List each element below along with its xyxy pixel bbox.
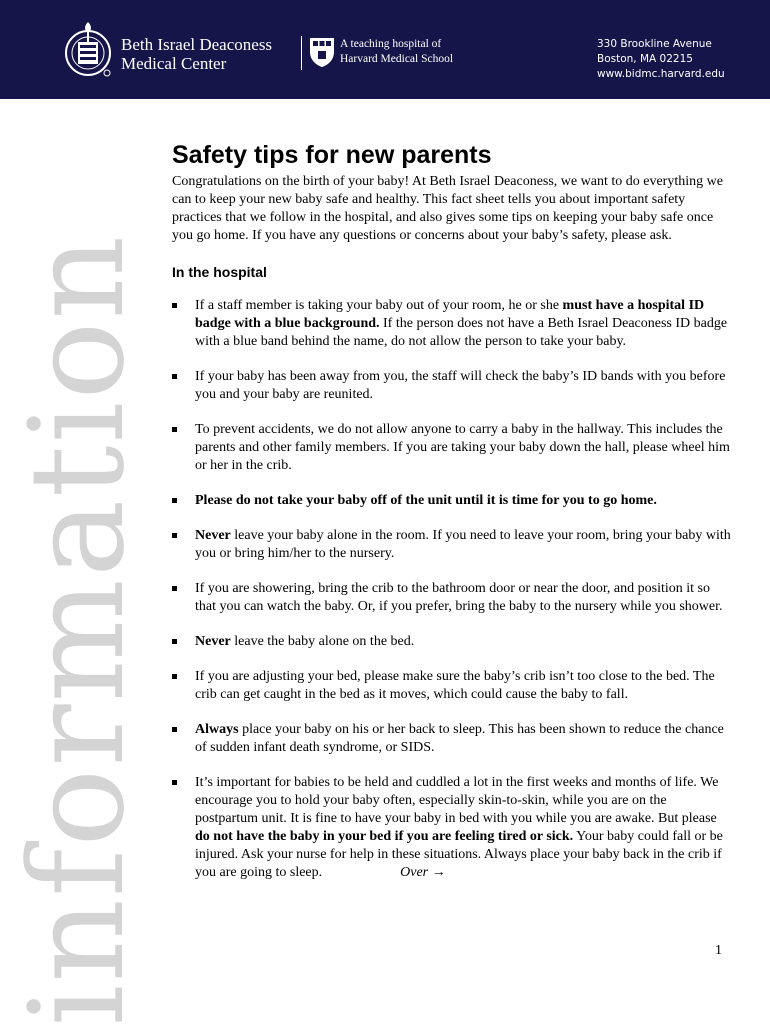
tip-text: It’s important for babies to be held and cuddled a lot in the first weeks and months of life. We encourage you to hold your baby often, especially skin-to-skin, while you are on the postpartum unit. It is fine to have your baby in bed with you while you are awake. But please: [195, 775, 719, 826]
page-number: 1: [715, 943, 722, 958]
document-title: Safety tips for new parents: [172, 141, 492, 169]
address-street: 330 Brookline Avenue: [597, 38, 712, 50]
list-item: [172, 668, 732, 704]
teaching-affiliation: [340, 37, 453, 67]
bullet-icon: [172, 374, 177, 379]
list-item: [172, 492, 732, 510]
tip-text: place your baby on his or her back to sleep. This has been shown to reduce the chance of sudden infant death syndrome, or SIDS.: [195, 722, 724, 755]
tip-emphasis: Never: [195, 528, 231, 543]
bullet-icon: [172, 780, 177, 785]
tip-text: Your baby could fall or be injured. Ask your nurse for help in these situations. Always place your baby back in the crib if you are going to sleep.: [195, 829, 723, 880]
list-item: [172, 633, 732, 651]
tip-emphasis: do not have the baby in your bed if you are feeling tired or sick.: [195, 829, 574, 844]
institution-name-line2: Medical Center: [121, 54, 227, 73]
list-item: [172, 421, 732, 475]
bullet-icon: [172, 533, 177, 538]
list-item: [172, 368, 732, 404]
intro-paragraph: Congratulations on the birth of your baby! At Beth Israel Deaconess, we want to do everything we can to keep your new baby safe and healthy. This fact sheet tells you about important safety practices that we follow in the hospital, and also gives some tips on keeping your baby safe once you go home. If you have any questions or concerns about your baby’s safety, please ask.: [172, 174, 723, 243]
header-banner: [0, 0, 770, 99]
bidmc-seal-logo: [63, 20, 113, 78]
safety-tips-list: [172, 297, 732, 882]
list-item: [172, 774, 732, 882]
bullet-icon: [172, 427, 177, 432]
tip-emphasis: must have a hospital ID badge with a blue background.: [195, 298, 705, 331]
bullet-icon: [172, 303, 177, 308]
tip-text: If you are showering, bring the crib to the bathroom door or near the door, and position it so that you can watch the baby. Or, if you prefer, bring the baby to the nursery while you shower.: [195, 581, 723, 614]
bullet-icon: [172, 674, 177, 679]
list-item: [172, 297, 732, 351]
teaching-line1: A teaching hospital of: [340, 38, 442, 50]
bullet-icon: [172, 727, 177, 732]
document-body: [172, 140, 732, 899]
hospital-address: [597, 37, 725, 82]
tip-text: leave the baby alone on the bed.: [230, 634, 415, 649]
information-watermark: information: [1, 233, 153, 1026]
tip-emphasis: Never: [195, 634, 231, 649]
tip-text: leave your baby alone in the room. If you need to leave your room, bring your baby with you or bring him/her to the nursery.: [195, 528, 731, 561]
bullet-icon: [172, 498, 177, 503]
tip-emphasis: Please do not take your baby off of the unit until it is time for you to go home.: [195, 493, 657, 508]
institution-name: [121, 35, 272, 73]
list-item: [172, 721, 732, 757]
harvard-shield-icon: [309, 37, 335, 68]
header-divider: [301, 36, 302, 70]
tip-text: If the person does not have a Beth Israel Deaconess ID badge with a blue band behind the name, do not allow the person to take your baby.: [195, 316, 728, 349]
list-item: [172, 527, 732, 563]
tip-emphasis: Always: [195, 722, 239, 737]
tip-text: To prevent accidents, we do not allow anyone to carry a baby in the hallway. This includes the parents and other family members. If you are taking your baby down the hall, please wheel him or her in the crib.: [195, 422, 730, 473]
list-item: [172, 580, 732, 616]
tip-text: If a staff member is taking your baby out of your room, he or she: [195, 298, 563, 313]
tip-text: If your baby has been away from you, the staff will check the baby’s ID bands with you before you and your baby are reunited.: [195, 369, 726, 402]
institution-name-line1: Beth Israel Deaconess: [121, 35, 273, 54]
over-page-indicator: Over →: [400, 865, 446, 880]
address-website: www.bidmc.harvard.edu: [597, 68, 725, 80]
teaching-line2: Harvard Medical School: [340, 53, 454, 65]
bullet-icon: [172, 586, 177, 591]
address-city: Boston, MA 02215: [597, 53, 693, 65]
bullet-icon: [172, 639, 177, 644]
tip-text: If you are adjusting your bed, please make sure the baby’s crib isn’t too close to the bed. The crib can get caught in the bed as it moves, which could cause the baby to fall.: [195, 669, 715, 702]
section-heading-in-hospital: In the hospital: [172, 264, 267, 280]
